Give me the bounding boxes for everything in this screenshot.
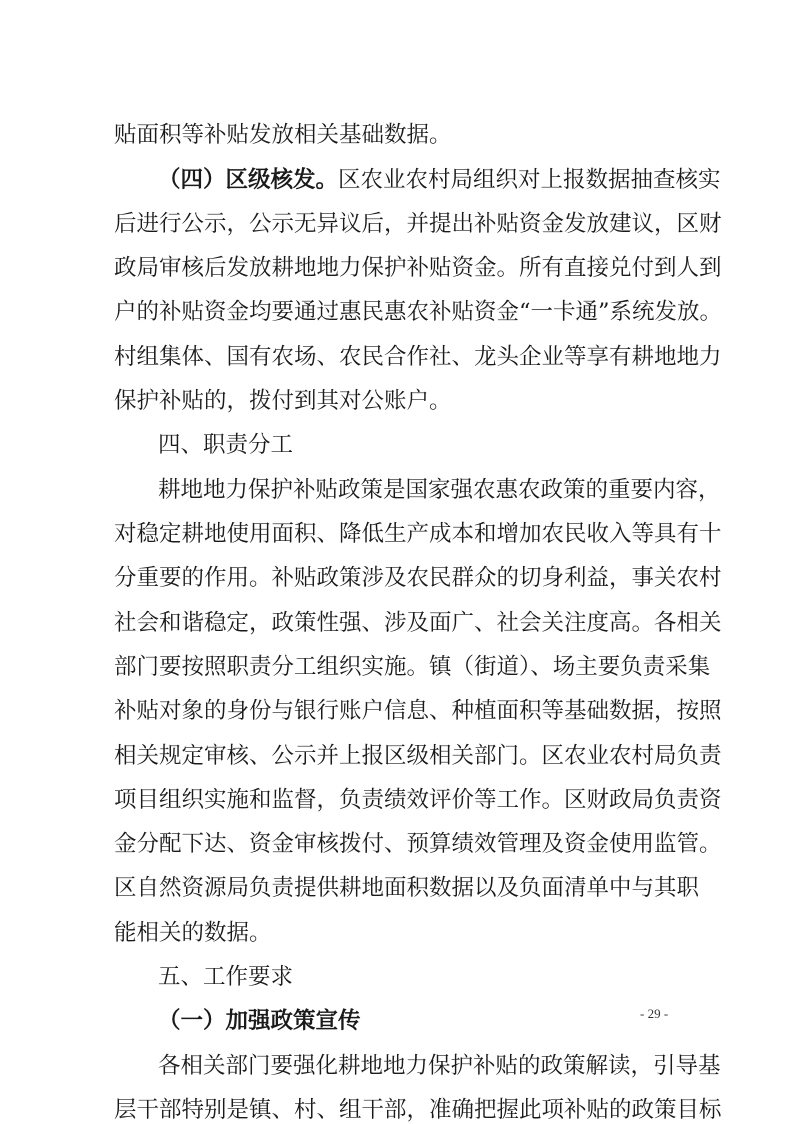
paragraph-line: 对稳定耕地使用面积、降低生产成本和增加农民收入等具有十 xyxy=(114,521,722,547)
paragraph-line: 户的补贴资金均要通过惠民惠农补贴资金“一卡通”系统发放。 xyxy=(114,299,723,325)
paragraph-line: 耕地地力保护补贴政策是国家强农惠农政策的重要内容， xyxy=(158,477,721,503)
paragraph-line: 区自然资源局负责提供耕地面积数据以及负面清单中与其职 xyxy=(114,875,700,901)
paragraph-line: 相关规定审核、公示并上报区级相关部门。区农业农村局负责 xyxy=(114,743,722,769)
paragraph-line: 分重要的作用。补贴政策涉及农民群众的切身利益，事关农村 xyxy=(114,565,722,591)
subheading-4: （四）区级核发。 xyxy=(158,167,339,193)
paragraph-line: 贴面积等补贴发放相关基础数据。 xyxy=(114,122,452,148)
paragraph-line: 村组集体、国有农场、农民合作社、龙头企业等享有耕地地力 xyxy=(114,344,722,370)
paragraph-line: 社会和谐稳定，政策性强、涉及面广、社会关注度高。各相关 xyxy=(114,610,722,636)
paragraph-line: 项目组织实施和监督，负责绩效评价等工作。区财政局负责资 xyxy=(114,787,722,813)
paragraph-line: 能相关的数据。 xyxy=(114,920,272,946)
paragraph-line: 政局审核后发放耕地地力保护补贴资金。所有直接兑付到人到 xyxy=(114,255,722,281)
paragraph-line: 部门要按照职责分工组织实施。镇（街道）、场主要负责采集 xyxy=(114,654,711,680)
paragraph-line: 各相关部门要强化耕地地力保护补贴的政策解读，引导基 xyxy=(158,1053,721,1079)
page-number: - 29 - xyxy=(640,1006,669,1021)
paragraph-line: 补贴对象的身份与银行账户信息、种植面积等基础数据，按照 xyxy=(114,698,722,724)
paragraph-line: 保护补贴的，拨付到其对公账户。 xyxy=(114,388,452,414)
paragraph-line: 后进行公示，公示无异议后，并提出补贴资金发放建议，区财 xyxy=(114,211,722,237)
paragraph-text: 区农业农村局组织对上报数据抽查核实 xyxy=(338,167,721,193)
section-heading-5: 五、工作要求 xyxy=(158,964,294,990)
subheading-1: （一）加强政策宣传 xyxy=(158,1008,361,1034)
paragraph-line-with-subheading xyxy=(158,166,721,194)
paragraph-line: 金分配下达、资金审核拨付、预算绩效管理及资金使用监管。 xyxy=(114,831,722,857)
section-heading-4: 四、职责分工 xyxy=(158,432,294,458)
paragraph-line: 层干部特别是镇、村、组干部，准确把握此项补贴的政策目标 xyxy=(114,1097,722,1123)
